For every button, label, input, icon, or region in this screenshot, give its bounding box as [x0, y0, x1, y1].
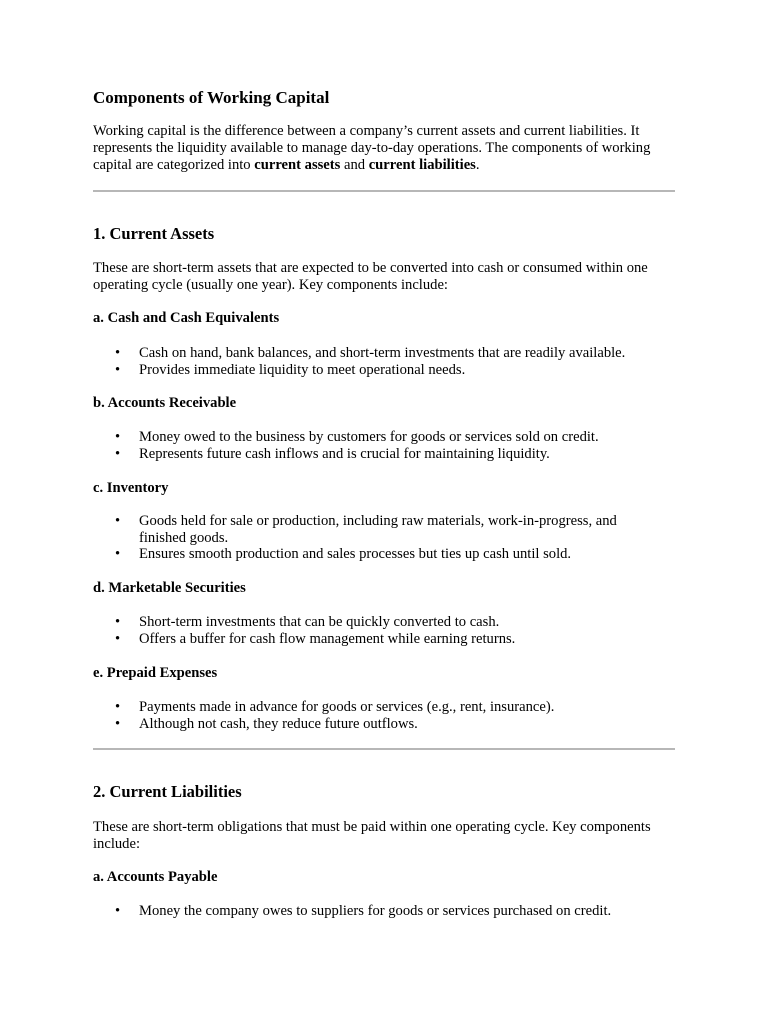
- bullet-icon: •: [115, 429, 121, 445]
- bullet-icon: •: [115, 546, 121, 562]
- list-item-text: Cash on hand, bank balances, and short-term investments that are readily available.: [139, 345, 626, 361]
- list-item-text: Money the company owes to suppliers for goods or services purchased on credit.: [139, 903, 612, 919]
- list-item-text: Payments made in advance for goods or services (e.g., rent, insurance).: [139, 699, 555, 715]
- intro-text: Working capital is the difference between a company’s current assets and current liabilities. It represents the liquidity available to manage day-to-day operations. The components of working capital are categorized into: [93, 123, 651, 173]
- intro-and: and: [340, 157, 369, 173]
- list-item: [93, 614, 653, 631]
- section-heading-current-assets: 1. Current Assets: [93, 224, 215, 243]
- bullet-icon: •: [115, 345, 121, 361]
- section-heading-current-liabilities: 2. Current Liabilities: [93, 782, 242, 801]
- bullet-list-payable: [93, 903, 653, 920]
- list-item-text: Offers a buffer for cash flow management while earning returns.: [139, 630, 516, 647]
- current-liabilities-intro: These are short-term obligations that must be paid within one operating cycle. Key components include:: [93, 819, 651, 852]
- intro-paragraph: [93, 123, 683, 174]
- intro-bold-current-liabilities: current liabilities: [368, 157, 476, 173]
- bullet-icon: •: [115, 630, 121, 647]
- intro-period: .: [475, 157, 480, 173]
- bullet-icon: •: [115, 715, 121, 732]
- bullet-icon: •: [115, 513, 121, 529]
- list-item-text: Ensures smooth production and sales processes but ties up cash until sold.: [139, 546, 572, 562]
- list-item-text: Represents future cash inflows and is crucial for maintaining liquidity.: [139, 445, 550, 462]
- list-item: [93, 716, 653, 733]
- bullet-icon: •: [115, 614, 121, 630]
- current-assets-intro: These are short-term assets that are expected to be converted into cash or consumed within one operating cycle (usually one year). Key components include:: [93, 260, 648, 293]
- list-item: [93, 903, 653, 920]
- divider-2: [93, 748, 675, 750]
- list-item-text: Goods held for sale or production, including raw materials, work-in-progress, and finished goods.: [139, 513, 617, 546]
- subheading-marketable-securities: d. Marketable Securities: [93, 580, 246, 596]
- bullet-icon: •: [115, 903, 121, 919]
- document-title: Components of Working Capital: [93, 88, 330, 107]
- list-item: [93, 362, 653, 379]
- bullet-list-inventory: [93, 513, 653, 563]
- bullet-list-cash: [93, 345, 653, 378]
- list-item: [93, 513, 653, 546]
- bullet-icon: •: [115, 361, 121, 378]
- list-item-text: Provides immediate liquidity to meet operational needs.: [139, 361, 466, 378]
- bullet-icon: •: [115, 699, 121, 715]
- list-item: [93, 546, 653, 563]
- list-item-text: Although not cash, they reduce future outflows.: [139, 715, 418, 732]
- list-item: [93, 446, 653, 463]
- list-item: [93, 429, 653, 446]
- subheading-cash: a. Cash and Cash Equivalents: [93, 310, 280, 326]
- subheading-inventory: c. Inventory: [93, 480, 169, 496]
- list-item: [93, 345, 653, 362]
- bullet-list-prepaid: [93, 699, 653, 732]
- subheading-accounts-payable: a. Accounts Payable: [93, 869, 218, 885]
- subheading-prepaid-expenses: e. Prepaid Expenses: [93, 665, 218, 681]
- list-item-text: Short-term investments that can be quickly converted to cash.: [139, 614, 500, 630]
- list-item: [93, 631, 653, 648]
- intro-bold-current-assets: current assets: [254, 157, 341, 173]
- bullet-list-receivable: [93, 429, 653, 462]
- divider-1: [93, 190, 675, 192]
- bullet-icon: •: [115, 445, 121, 462]
- list-item-text: Money owed to the business by customers for goods or services sold on credit.: [139, 429, 599, 445]
- subheading-accounts-receivable: b. Accounts Receivable: [93, 395, 237, 411]
- bullet-list-securities: [93, 614, 653, 647]
- list-item: [93, 699, 653, 716]
